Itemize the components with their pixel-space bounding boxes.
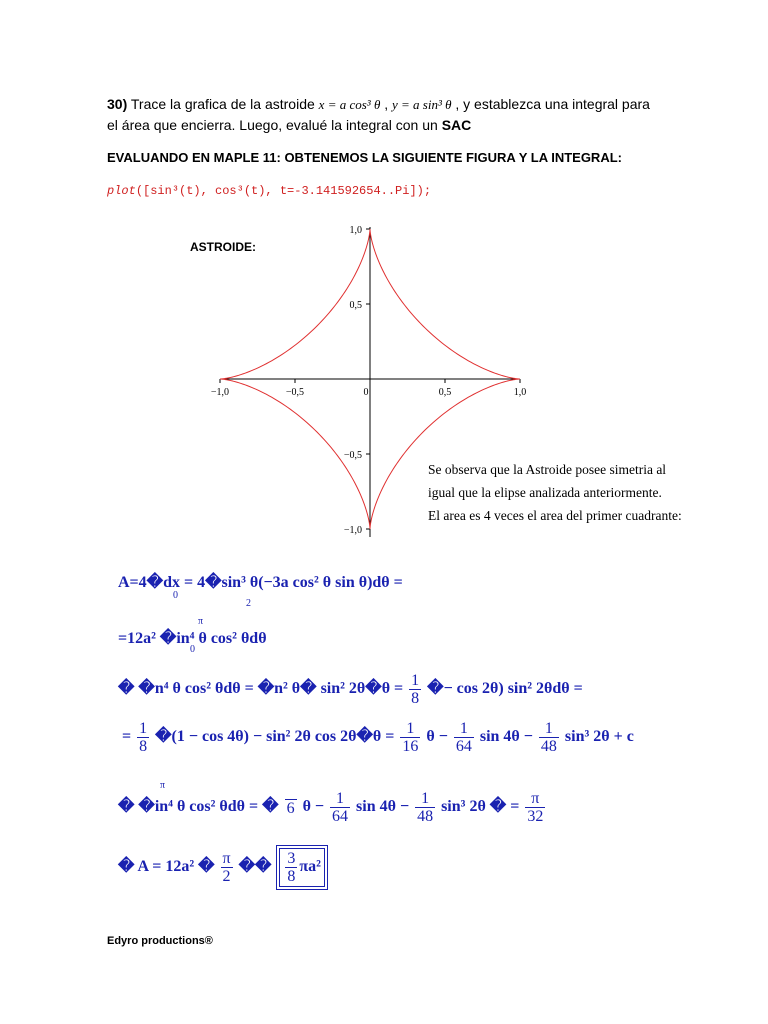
equation-5-fraction-d <box>525 790 545 825</box>
fraction-numerator: 1 <box>330 790 350 808</box>
equation-5-term-1: sin 4θ − <box>356 798 410 816</box>
figure-label: ASTROIDE: <box>190 240 256 254</box>
final-answer-box <box>279 848 325 887</box>
fraction-denominator: 6 <box>286 799 295 817</box>
fraction-denominator: 2 <box>222 868 231 885</box>
fraction-numerator: 1 <box>139 720 148 737</box>
fraction-numerator: 1 <box>400 720 420 738</box>
problem-text-after: , y establezca una integral para <box>451 96 650 112</box>
equation-2-text: =12a² �in⁴ θ cos² θdθ <box>118 630 267 647</box>
fraction-numerator: 3 <box>287 850 296 867</box>
equation-3-fraction <box>409 672 421 707</box>
fraction-denominator: 8 <box>411 690 420 707</box>
equation-1 <box>118 572 403 609</box>
y-tick-label: −0,5 <box>343 450 362 461</box>
equation-1-text: A=4�dx = 4�sin³ θ(−3a cos² θ sin θ)dθ = <box>118 574 403 591</box>
problem-line-2 <box>107 117 471 133</box>
problem-line-2-text: el área que encierra. Luego, evalué la integral con un <box>107 117 442 133</box>
x-tick-label: 0 <box>363 387 369 398</box>
fraction-numerator: π <box>222 850 231 867</box>
fraction-denominator: 64 <box>332 808 349 825</box>
sac-label: SAC <box>441 117 472 133</box>
observation-text <box>428 458 682 527</box>
fraction-denominator: 64 <box>455 738 472 755</box>
equation-4-term-1: θ − <box>426 728 448 746</box>
section-heading: EVALUANDO EN MAPLE 11: OBTENEMOS LA SIGUIENTE FIGURA Y LA INTEGRAL: <box>107 150 622 165</box>
equation-6-fraction <box>221 850 233 885</box>
equation-5-fraction-b <box>330 790 350 825</box>
equation-3-text: � �n⁴ θ cos² θdθ = �n² θ� sin² 2θ�θ = <box>118 680 404 698</box>
equation-4-fraction-c <box>454 720 474 755</box>
equation-2-sub: 0 <box>190 644 195 655</box>
fraction-denominator: 48 <box>540 738 557 755</box>
equation-4-fraction-b <box>400 720 420 755</box>
fraction-denominator: 48 <box>417 808 434 825</box>
equation-1-sub: 0 <box>173 590 178 601</box>
fraction-denominator: 8 <box>287 868 296 885</box>
equation-4-fraction-d <box>539 720 559 755</box>
equation-5 <box>118 780 547 825</box>
fraction-numerator: 1 <box>415 790 435 808</box>
x-tick-label: 0,5 <box>438 387 452 398</box>
equation-6 <box>118 848 325 887</box>
equation-5-fraction-c <box>415 790 435 825</box>
fraction-denominator: 8 <box>139 738 148 755</box>
equation-4-fraction-a <box>137 720 149 755</box>
equation-5-lead: � �in⁴ θ cos² θdθ = � <box>118 798 279 816</box>
equation-4-term-3: sin³ 2θ + c <box>564 728 634 746</box>
fraction-denominator: 16 <box>402 738 419 755</box>
observation-line-3: El area es 4 veces el area del primer cuadrante: <box>428 508 682 523</box>
equation-separator: , <box>380 96 392 112</box>
y-tick-label: −1,0 <box>343 525 362 536</box>
fraction-denominator: 32 <box>527 808 544 825</box>
observation-line-1: Se observa que la Astroide posee simetria al <box>428 462 667 477</box>
x-ticks <box>211 379 526 398</box>
fraction-numerator: π <box>525 790 545 808</box>
equation-5-sup: π <box>160 780 166 791</box>
equation-4: = $\frac{1}{8}$ �(1 − cos 4θ) − sin² 2θ cos 2θ�θ = $\frac{1}{16}$ θ − $\frac{1}{64}$ sin 4θ − $\frac{1}{48}$ sin³ 2θ + c <box>122 720 634 755</box>
equation-2 <box>118 616 267 655</box>
y-tick-label: 1,0 <box>349 225 362 236</box>
fraction-numerator: 1 <box>539 720 559 738</box>
x-tick-label: 1,0 <box>513 387 527 398</box>
final-answer-fraction <box>285 850 297 885</box>
problem-statement <box>107 94 650 115</box>
maple-plot-body: ([sin³(t), cos³(t), t=-3.141592654..Pi]); <box>135 184 432 198</box>
equation-6-lead: � A = 12a² � <box>118 858 215 876</box>
fraction-numerator: 1 <box>411 672 420 689</box>
equation-6-mid: �� <box>238 858 272 876</box>
equation-y: y = a sin³ θ <box>392 97 452 112</box>
equation-3 <box>118 672 583 707</box>
y-tick-label: 0,5 <box>349 300 362 311</box>
equation-4-term-2: sin 4θ − <box>479 728 533 746</box>
footer-credit: Edyro productions® <box>107 935 213 947</box>
maple-command <box>107 184 431 198</box>
equation-3-tail: �− cos 2θ) sin² 2θdθ = <box>427 680 583 698</box>
equation-1-sub2: 2 <box>246 598 251 609</box>
x-tick-label: −0,5 <box>285 387 305 398</box>
observation-line-2: igual que la elipse analizada anteriormente. <box>428 485 662 500</box>
problem-text-before: Trace la grafica de la astroide <box>127 96 319 112</box>
fraction-numerator: 1 <box>454 720 474 738</box>
equation-2-sup: π <box>198 616 204 627</box>
equation-5-fraction-a <box>285 799 297 817</box>
x-tick-label: −1,0 <box>210 387 230 398</box>
maple-plot-keyword: plot <box>107 184 136 198</box>
equation-4-mid: �(1 − cos 4θ) − sin² 2θ cos 2θ�θ = <box>155 728 395 746</box>
equation-5-term-0: θ − <box>302 798 325 816</box>
problem-number: 30) <box>107 96 128 112</box>
equation-5-term-2: sin³ 2θ � = <box>441 798 520 816</box>
final-answer-tail: πa² <box>299 858 321 876</box>
equation-x: x = a cos³ θ <box>318 97 381 112</box>
